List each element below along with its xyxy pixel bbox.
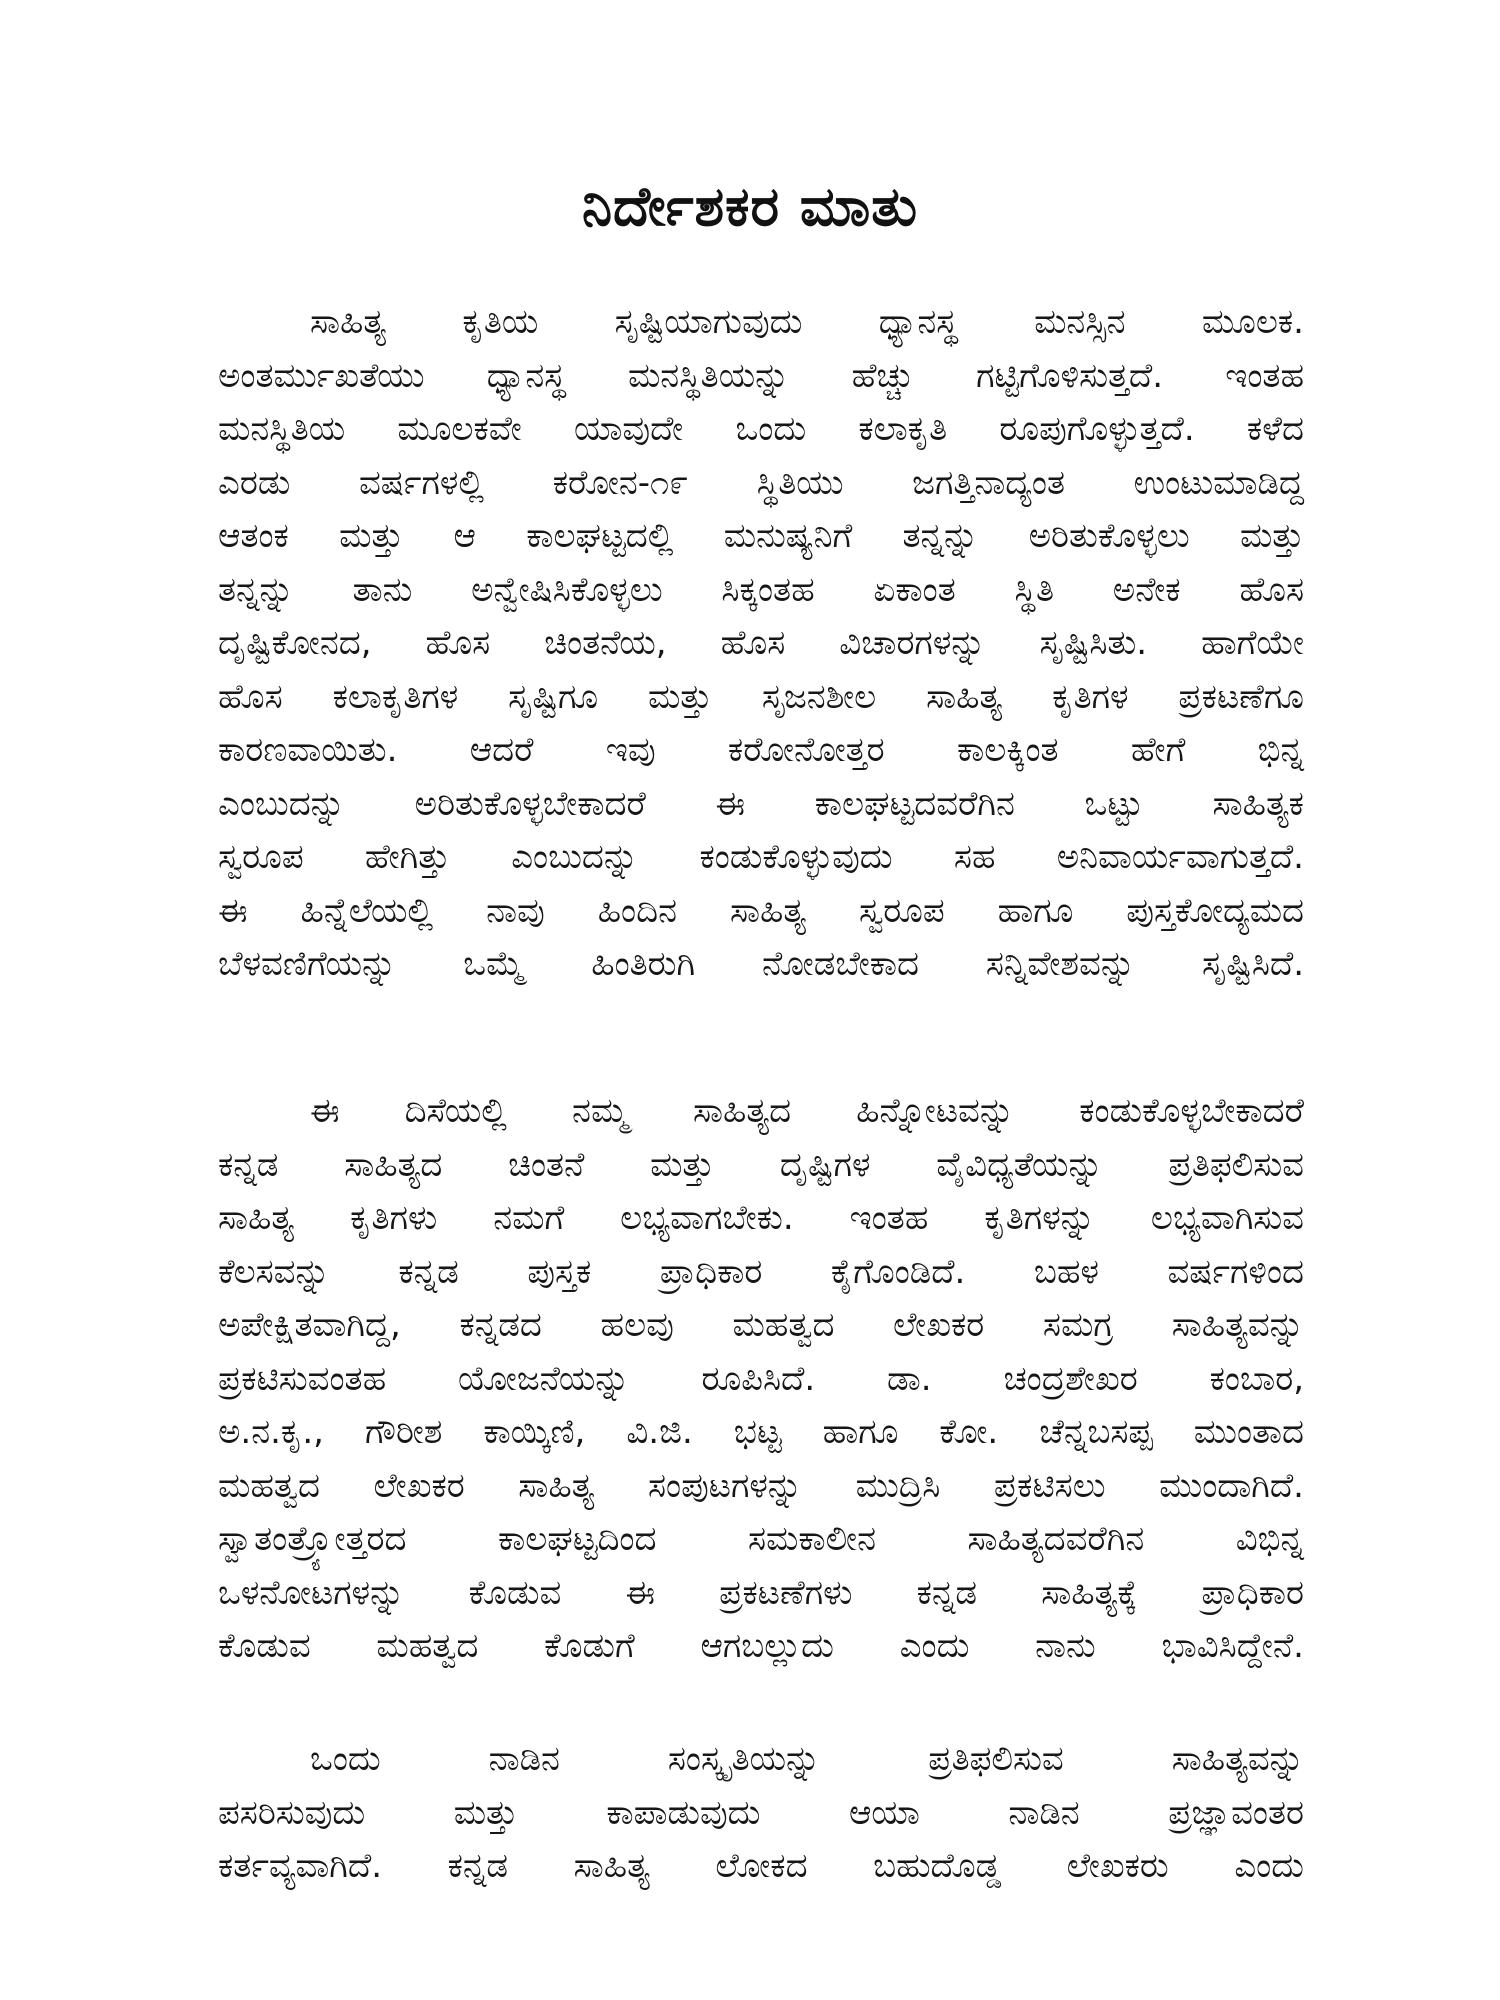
- paragraph-line: ಪ್ರಕಟಿಸುವಂತಹ ಯೋಜನೆಯನ್ನು ರೂಪಿಸಿದೆ. ಡಾ. ಚಂದ್ರಶೇಖರ ಕಂಬಾರ,: [218, 1358, 1304, 1399]
- paragraph-line: ಮನಸ್ಥಿತಿಯ ಮೂಲಕವೇ ಯಾವುದೇ ಒಂದು ಕಲಾಕೃತಿ ರೂಪುಗೊಳ್ಳುತ್ತದೆ. ಕಳೆದ: [218, 409, 1304, 449]
- paragraph-2: [218, 1085, 1304, 1674]
- paragraph-1: [218, 296, 1304, 992]
- paragraph-line: ಅಪೇಕ್ಷಿತವಾಗಿದ್ದ, ಕನ್ನಡದ ಹಲವು ಮಹತ್ವದ ಲೇಖಕರ ಸಮಗ್ರ ಸಾಹಿತ್ಯವನ್ನು: [218, 1305, 1304, 1345]
- paragraph-line: ಸ್ವಾತಂತ್ರ್ಯೋತ್ತರದ ಕಾಲಘಟ್ಟದಿಂದ ಸಮಕಾಲೀನ ಸಾಹಿತ್ಯದವರೆಗಿನ ವಿಭಿನ್ನ: [218, 1519, 1304, 1559]
- paragraph-line: ಅ.ನ.ಕೃ., ಗೌರೀಶ ಕಾಯ್ಕಿಣಿ, ವಿ.ಜಿ. ಭಟ್ಟ ಹಾಗೂ ಕೋ. ಚೆನ್ನಬಸಪ್ಪ ಮುಂತಾದ: [218, 1412, 1304, 1452]
- paragraph-line: ತನ್ನನ್ನು ತಾನು ಅನ್ವೇಷಿಸಿಕೊಳ್ಳಲು ಸಿಕ್ಕಂತಹ ಏಕಾಂತ ಸ್ಥಿತಿ ಅನೇಕ ಹೊಸ: [218, 569, 1304, 610]
- paragraph-line: ಬೆಳವಣಿಗೆಯನ್ನು ಒಮ್ಮೆ ಹಿಂತಿರುಗಿ ನೋಡಬೇಕಾದ ಸನ್ನಿವೇಶವನ್ನು ಸೃಷ್ಟಿಸಿದೆ.: [218, 944, 1304, 984]
- paragraph-line: ಸ್ವರೂಪ ಹೇಗಿತ್ತು ಎಂಬುದನ್ನು ಕಂಡುಕೊಳ್ಳುವುದು ಸಹ ಅನಿವಾರ್ಯವಾಗುತ್ತದೆ.: [218, 837, 1304, 877]
- paragraph-line: ಎಂಬುದನ್ನು ಅರಿತುಕೊಳ್ಳಬೇಕಾದರೆ ಈ ಕಾಲಘಟ್ಟದವರೆಗಿನ ಒಟ್ಟು ಸಾಹಿತ್ಯಕ: [218, 783, 1304, 824]
- paragraph-line: ಸಾಹಿತ್ಯ ಕೃತಿಗಳು ನಮಗೆ ಲಭ್ಯವಾಗಬೇಕು. ಇಂತಹ ಕೃತಿಗಳನ್ನು ಲಭ್ಯವಾಗಿಸುವ: [218, 1198, 1304, 1238]
- paragraph-line: ಈ ಹಿನ್ನೆಲೆಯಲ್ಲಿ ನಾವು ಹಿಂದಿನ ಸಾಹಿತ್ಯ ಸ್ವರೂಪ ಹಾಗೂ ಪುಸ್ತಕೋದ್ಯಮದ: [218, 890, 1304, 931]
- paragraph-line: ಒಂದು ನಾಡಿನ ಸಂಸ್ಕೃತಿಯನ್ನು ಪ್ರತಿಫಲಿಸುವ ಸಾಹಿತ್ಯವನ್ನು: [310, 1739, 1304, 1779]
- paragraph-line: ಕಾರಣವಾಯಿತು. ಆದರೆ ಇವು ಕರೋನೋತ್ತರ ಕಾಲಕ್ಕಿಂತ ಹೇಗೆ ಭಿನ್ನ: [218, 730, 1304, 770]
- paragraph-3: [218, 1733, 1304, 1894]
- paragraph-line: ಅಂತರ್ಮುಖತೆಯು ಧ್ಯಾನಸ್ಥ ಮನಸ್ಥಿತಿಯನ್ನು ಹೆಚ್ಚು ಗಟ್ಟಿಗೊಳಿಸುತ್ತದೆ. ಇಂತಹ: [218, 355, 1304, 396]
- paragraph-line: ಕೊಡುವ ಮಹತ್ವದ ಕೊಡುಗೆ ಆಗಬಲ್ಲುದು ಎಂದು ನಾನು ಭಾವಿಸಿದ್ದೇನೆ.: [218, 1626, 1304, 1666]
- paragraph-line: ಹೊಸ ಕಲಾಕೃತಿಗಳ ಸೃಷ್ಟಿಗೂ ಮತ್ತು ಸೃಜನಶೀಲ ಸಾಹಿತ್ಯ ಕೃತಿಗಳ ಪ್ರಕಟಣೆಗೂ: [218, 676, 1304, 717]
- paragraph-line: ಕೆಲಸವನ್ನು ಕನ್ನಡ ಪುಸ್ತಕ ಪ್ರಾಧಿಕಾರ ಕೈಗೊಂಡಿದೆ. ಬಹಳ ವರ್ಷಗಳಿಂದ: [218, 1251, 1304, 1292]
- paragraph-line: ಕನ್ನಡ ಸಾಹಿತ್ಯದ ಚಿಂತನೆ ಮತ್ತು ದೃಷ್ಟಿಗಳ ವೈವಿಧ್ಯತೆಯನ್ನು ಪ್ರತಿಫಲಿಸುವ: [218, 1144, 1304, 1185]
- paragraph-line: ಪಸರಿಸುವುದು ಮತ್ತು ಕಾಪಾಡುವುದು ಆಯಾ ನಾಡಿನ ಪ್ರಜ್ಞಾವಂತರ: [218, 1792, 1304, 1833]
- paragraph-line: ದೃಷ್ಟಿಕೋನದ, ಹೊಸ ಚಿಂತನೆಯ, ಹೊಸ ವಿಚಾರಗಳನ್ನು ಸೃಷ್ಟಿಸಿತು. ಹಾಗೆಯೇ: [218, 623, 1304, 663]
- paragraph-line: ಸಾಹಿತ್ಯ ಕೃತಿಯ ಸೃಷ್ಟಿಯಾಗುವುದು ಧ್ಯಾನಸ್ಥ ಮನಸ್ಸಿನ ಮೂಲಕ.: [310, 302, 1304, 342]
- paragraph-line: ಒಳನೋಟಗಳನ್ನು ಕೊಡುವ ಈ ಪ್ರಕಟಣೆಗಳು ಕನ್ನಡ ಸಾಹಿತ್ಯಕ್ಕೆ ಪ್ರಾಧಿಕಾರ: [218, 1572, 1304, 1613]
- paragraph-line: ಎರಡು ವರ್ಷಗಳಲ್ಲಿ ಕರೋನ-೧೯ ಸ್ಥಿತಿಯು ಜಗತ್ತಿನಾದ್ಯಂತ ಉಂಟುಮಾಡಿದ್ದ: [218, 462, 1304, 503]
- paragraph-line: ಈ ದಿಸೆಯಲ್ಲಿ ನಮ್ಮ ಸಾಹಿತ್ಯದ ಹಿನ್ನೋಟವನ್ನು ಕಂಡುಕೊಳ್ಳಬೇಕಾದರೆ: [310, 1091, 1304, 1131]
- paragraph-line: ಕರ್ತವ್ಯವಾಗಿದೆ. ಕನ್ನಡ ಸಾಹಿತ್ಯ ಲೋಕದ ಬಹುದೊಡ್ಡ ಲೇಖಕರು ಎಂದು: [218, 1846, 1304, 1886]
- paragraph-line: ಮಹತ್ವದ ಲೇಖಕರ ಸಾಹಿತ್ಯ ಸಂಪುಟಗಳನ್ನು ಮುದ್ರಿಸಿ ಪ್ರಕಟಿಸಲು ಮುಂದಾಗಿದೆ.: [218, 1465, 1304, 1506]
- page-title: ನಿರ್ದೇಶಕರ ಮಾತು: [581, 175, 919, 238]
- paragraph-line: ಆತಂಕ ಮತ್ತು ಆ ಕಾಲಘಟ್ಟದಲ್ಲಿ ಮನುಷ್ಯನಿಗೆ ತನ್ನನ್ನು ಅರಿತುಕೊಳ್ಳಲು ಮತ್ತು: [218, 516, 1304, 556]
